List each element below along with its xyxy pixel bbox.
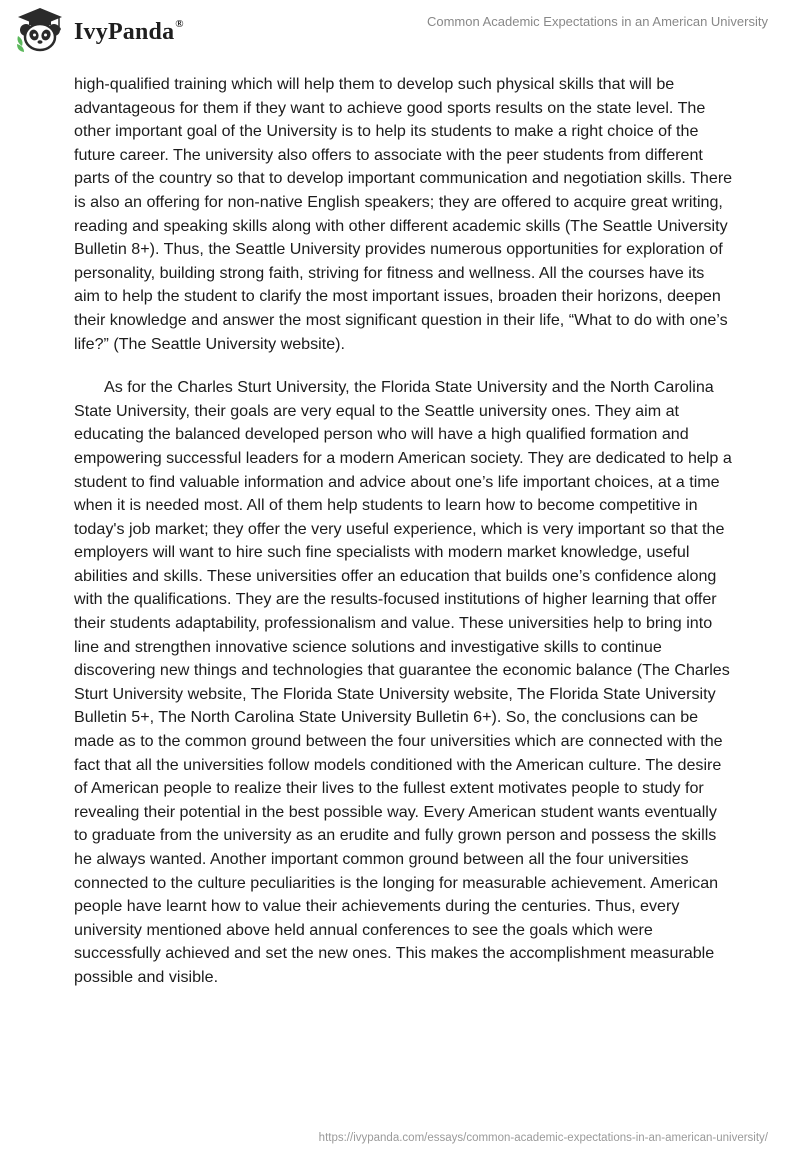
paragraph: As for the Charles Sturt University, the Florida State University and the North Carolina State University, their goals are very equal to the Seattle university ones. They aim at educating the balanced developed person who will have a high qualified formation and empowering successful leaders for a modern American society. They are dedicated to help a student to find valuable information and advice about one’s life important choices, at a time when it is needed most. All of them help students to learn how to become competitive in today's job market; they offer the very useful experience, which is very important so that the employers will want to hire such fine specialists with modern market knowledge, useful abilities and skills. These universities offer an education that builds one’s confidence along with the qualifications. They are the results-focused institutions of higher learning that offer their students adaptability, professionalism and value. These universities help to bring into line and strengthen innovative science solutions and investigative skills to continue discovering new things and technologies that guarantee the economic balance (The Charles Sturt University website, The Florida State University website, The Florida State University Bulletin 5+, The North Carolina State University Bulletin 6+). So, the conclusions can be made as to the common ground between the four universities which are connected with the fact that all the universities follow models conditioned with the American culture. The desire of American people to realize their lives to the fullest extent motivates people to study for revealing their potential in the best possible way. Every American student wants eventually to graduate from the university as an erudite and fully grown person and possess the skills he always wanted. Another important common ground between all the four universities connected to the culture peculiarities is the longing for measurable achievement. American people have learnt how to value their achievements during the centuries. Thus, every university mentioned above held annual conferences to see the goals which were successfully achieved and set the new ones. This makes the accomplishment measurable possible and visible. xyxy=(74,378,732,986)
document-title: Common Academic Expectations in an American University xyxy=(426,14,768,29)
page-header xyxy=(0,0,800,62)
brand-name-text: IvyPanda xyxy=(74,19,175,45)
source-url[interactable]: https://ivypanda.com/essays/common-academic-expectations-in-an-american-university/ xyxy=(318,1132,768,1144)
brand-name[interactable] xyxy=(74,18,184,46)
registered-mark: ® xyxy=(175,18,184,30)
paragraph: high-qualified training which will help them to develop such physical skills that will be advantageous for them if they want to achieve good sports results on the state level. The other important goal of the University is to help its students to make a right choice of the future career. The university also offers to associate with the peer students from different parts of the country so that to develop important communication and negotiation skills. There is also an offering for non-native English speakers; they are offered to acquire great writing, reading and speaking skills along with other different academic skills (The Seattle University Bulletin 8+). Thus, the Seattle University provides numerous opportunities for exploration of personality, building strong faith, striving for fitness and wellness. All the courses have its aim to help the student to clarify the most important issues, broaden their horizons, deepen their knowledge and answer the most significant question in their life, “What to do with one’s life?” (The Seattle University website). xyxy=(74,75,733,353)
panda-graduate-logo-icon[interactable] xyxy=(14,6,66,54)
essay-body xyxy=(74,73,734,1010)
